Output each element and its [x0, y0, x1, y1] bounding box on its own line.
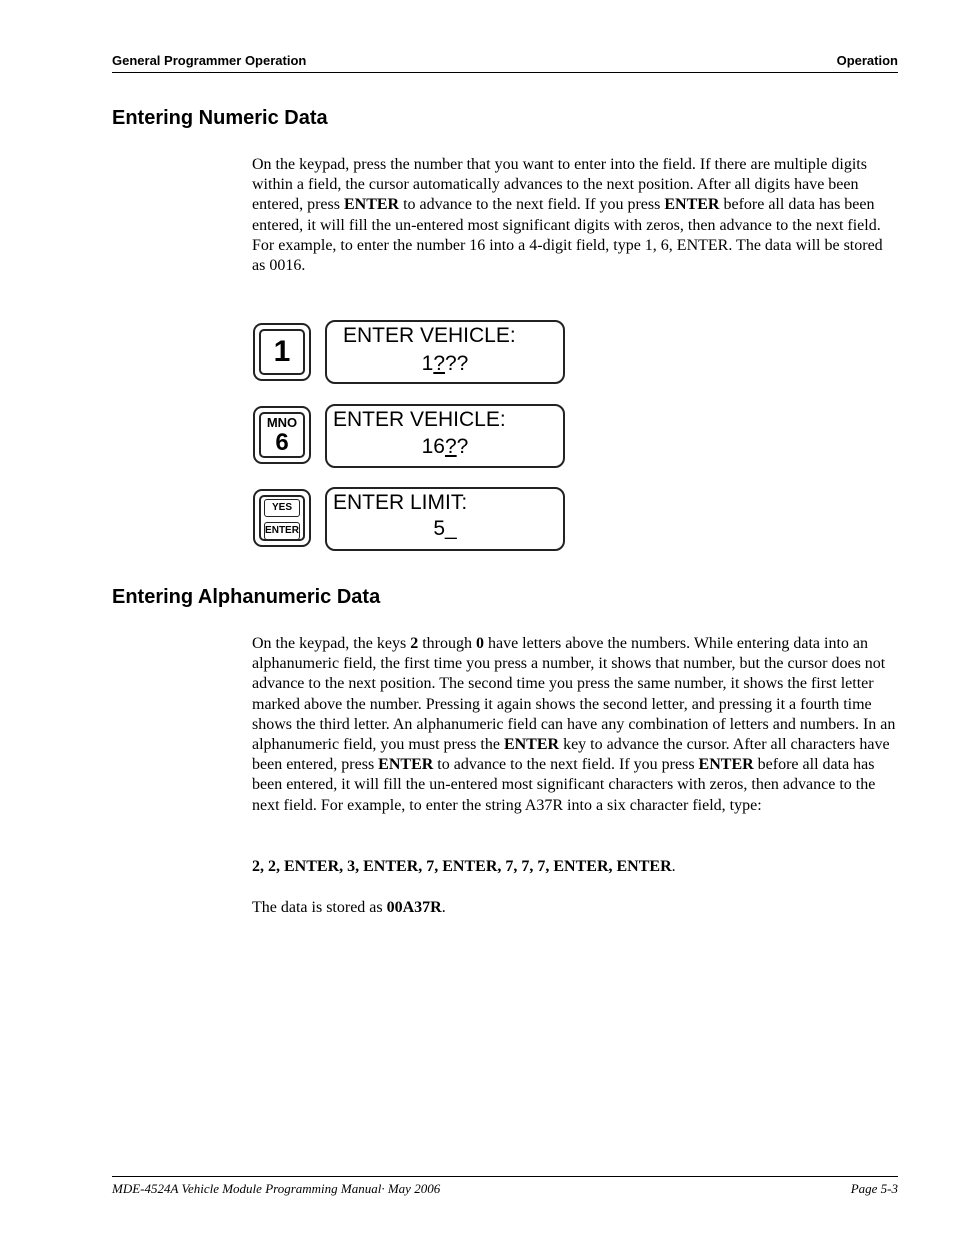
running-header-left: General Programmer Operation [112, 53, 307, 68]
header-rule [112, 72, 898, 73]
lcd-value: 1??? [421, 352, 469, 375]
key-digit: 6 [275, 429, 289, 456]
lcd-prompt: ENTER VEHICLE: [343, 324, 516, 347]
footer-left: MDE-4524A Vehicle Module Programming Manual· May 2006 [112, 1181, 441, 1196]
lcd-prompt: ENTER VEHICLE: [333, 408, 506, 431]
lcd-value: 5_ [433, 517, 457, 540]
lcd-display [325, 404, 565, 468]
lcd-display [325, 320, 565, 384]
footer-rule [112, 1176, 898, 1177]
key-letters: MNO [266, 415, 298, 430]
key-yes-enter [253, 489, 311, 547]
running-header-right: Operation [836, 53, 898, 68]
key-label-yes: YES [264, 499, 300, 517]
numeric-paragraph: On the keypad, press the number that you want to enter into the field. If there are multiple digits within a field, the cursor automatically advances to the next position. After all digits have been entered, press ENTER to advance to the next field. If you press ENTER before all data has been entered, it will fill the un-entered most significant digits with zeros, then advance to the next field. For example, to enter the number 16 into a 4-digit field, type 1, 6, ENTER. The data will be stored as 0016. [252, 156, 883, 275]
key-1 [253, 323, 311, 381]
lcd-cursor: ? [444, 435, 457, 458]
section-heading-numeric: Entering Numeric Data [112, 107, 328, 129]
stored-result: The data is stored as 00A37R. [252, 899, 446, 916]
lcd-value: 16?? [421, 435, 469, 458]
key-label-enter: ENTER [264, 522, 300, 540]
lcd-prompt: ENTER LIMIT: [333, 491, 468, 514]
section-heading-alphanumeric: Entering Alphanumeric Data [112, 586, 381, 608]
alphanumeric-paragraph: On the keypad, the keys 2 through 0 have letters above the numbers. While entering data into an alphanumeric field, the first time you press a number, it shows that number, but the cursor does not advance to the next position. The second time you press the same number, it shows the first letter marked above the number. Pressing it again shows the second letter, and pressing it a fourth time shows the third letter. An alphanumeric field can have any combination of letters and numbers. In an alphanumeric field, you must press the ENTER key to advance the cursor. After all characters have been entered, press ENTER to advance to the next field. If you press ENTER before all data has been entered, it will fill the un-entered most significant characters with zeros, then advance to the next field. For example, to enter the string A37R into a six character field, type: [252, 635, 896, 814]
footer-page-number: Page 5-3 [850, 1181, 898, 1196]
key-6-mno [253, 406, 311, 464]
lcd-cursor: ? [433, 352, 445, 375]
key-sequence: 2, 2, ENTER, 3, ENTER, 7, ENTER, 7, 7, 7, ENTER, ENTER. [252, 858, 676, 875]
key-digit: 1 [273, 335, 291, 368]
lcd-display [325, 487, 565, 551]
